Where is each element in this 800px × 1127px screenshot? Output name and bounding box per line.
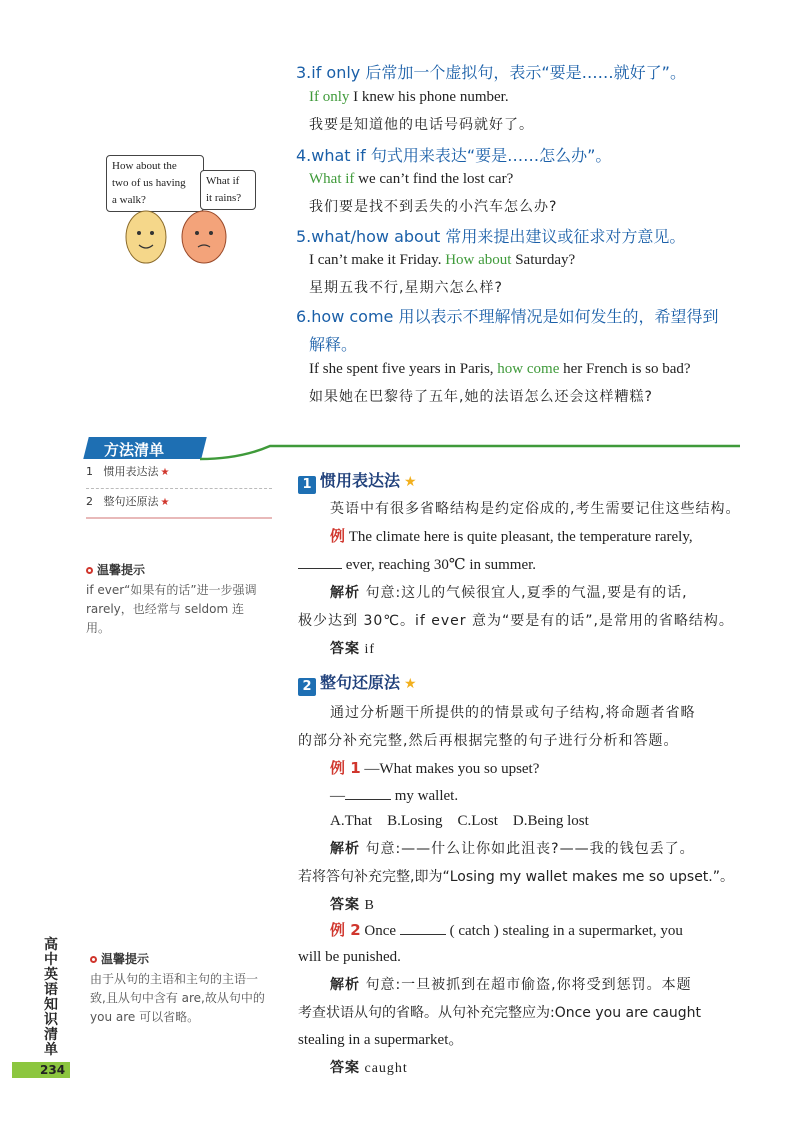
section-2-title	[298, 670, 417, 696]
book-title-vertical: 高中英语知识清单	[44, 937, 58, 1058]
item-3-highlight: If only	[309, 89, 350, 105]
tip-2-body: 由于从句的主语和主句的主语一致,且从句中含有 are,故从句中的 you are 可以省略。	[90, 972, 265, 1024]
item-3-translation: 我要是知道他的电话号码就好了。	[309, 117, 534, 133]
tip-1-title-text: 温馨提示	[97, 563, 146, 577]
example-1-reply	[330, 785, 458, 806]
section-1-example-line2	[298, 554, 536, 575]
example-1-options: A.That B.Losing C.Lost D.Being lost	[330, 813, 589, 829]
analysis-label: 解析	[330, 841, 360, 857]
section-1-example-line1	[330, 526, 693, 547]
method-item-2-label: 整句还原法	[103, 495, 159, 508]
item-6-translation: 如果她在巴黎待了五年,她的法语怎么还会这样糟糕?	[309, 389, 653, 405]
section-1-title	[298, 468, 417, 494]
item-4-heading: 4.what if 句式用来表达“要是……怎么办”。	[296, 146, 612, 165]
answer-label: 答案	[330, 1060, 360, 1076]
section-1-answer-value: if	[360, 642, 376, 657]
example-1-question-text: —What makes you so upset?	[360, 761, 540, 777]
section-1-analysis-line2: 极少达到 30℃。if ever 意为“要是有的话”,是常用的省略结构。	[298, 613, 734, 629]
answer-blank[interactable]	[345, 785, 391, 800]
speech-bubble-right	[200, 170, 256, 210]
item-5-example	[309, 250, 575, 270]
item-5-highlight: How about	[445, 252, 512, 268]
item-3-example-rest: I knew his phone number.	[349, 89, 509, 105]
item-4-example-rest: we can’t find the lost car?	[354, 171, 514, 187]
item-3-heading: 3.if only 后常加一个虚拟句，表示“要是……就好了”。	[296, 63, 686, 82]
item-5-example-rest: Saturday?	[511, 252, 576, 268]
answer-blank[interactable]	[400, 920, 446, 935]
section-2-badge: 2	[298, 678, 316, 696]
item-6-heading-line1: 6.how come 用以表示不理解情况是如何发生的，希望得到	[296, 307, 719, 326]
divider	[86, 517, 272, 519]
item-4-translation: 我们要是找不到丢失的小汽车怎么办?	[309, 199, 558, 215]
section-1-intro: 英语中有很多省略结构是约定俗成的,考生需要记住这些结构。	[330, 501, 741, 517]
example-2-analysis-line1	[330, 974, 692, 994]
example-2-analysis-line2: 考查状语从句的省略。从句补充完整应为:Once you are caught	[298, 1005, 702, 1021]
bubble-left-line1: How about the	[112, 160, 177, 172]
example-1-answer	[330, 894, 375, 914]
item-5-example-pre: I can’t make it Friday.	[309, 252, 446, 268]
example-2-label: 例 2	[330, 921, 361, 939]
example-2-answer	[330, 1057, 408, 1077]
answer-label: 答案	[330, 897, 360, 913]
item-5-heading: 5.what/how about 常用来提出建议或征求对方意见。	[296, 227, 686, 246]
analysis-label: 解析	[330, 585, 360, 601]
example-label: 例	[330, 527, 346, 545]
example-2-analysis-text1: 句意:一旦被抓到在超市偷盗,你将受到惩罚。本题	[360, 977, 692, 993]
analysis-label: 解析	[330, 977, 360, 993]
section-1-badge: 1	[298, 476, 316, 494]
star-icon: ★	[160, 467, 170, 478]
example-2-analysis-line3: stealing in a supermarket。	[298, 1032, 464, 1048]
tip-2-title	[90, 950, 270, 967]
bubble-right-line1: What if	[206, 175, 240, 187]
star-icon: ★	[404, 474, 417, 490]
item-5-translation: 星期五我不行,星期六怎么样?	[309, 280, 503, 296]
tip-1-title	[86, 561, 266, 578]
star-icon: ★	[404, 676, 417, 692]
tip-box-2	[90, 950, 270, 1027]
example-1-label: 例 1	[330, 759, 361, 777]
item-6-example-rest: her French is so bad?	[559, 361, 691, 377]
method-item-1[interactable]	[86, 462, 272, 488]
section-2-title-text: 整句还原法	[320, 673, 401, 692]
example-2-text-pre: Once	[360, 923, 400, 939]
bullet-icon	[90, 956, 97, 963]
answer-label: 答案	[330, 641, 360, 657]
speech-bubble-left	[106, 155, 204, 212]
section-1-example-text2: ever, reaching 30℃ in summer.	[342, 557, 537, 573]
section-1-analysis-text1: 句意:这儿的气候很宜人,夏季的气温,要是有的话,	[360, 585, 688, 601]
item-6-example-pre: If she spent five years in Paris,	[309, 361, 498, 377]
example-2-answer-value: caught	[360, 1061, 408, 1076]
tip-1-body: if ever“如果有的话”进一步强调 rarely，也经常与 seldom 连用。	[86, 583, 257, 635]
example-2-line2: will be punished.	[298, 949, 401, 965]
potato-characters-icon	[112, 205, 252, 265]
section-1-example-text1: The climate here is quite pleasant, the temperature rarely,	[345, 529, 693, 545]
example-1-reply-dash: —	[330, 788, 345, 804]
example-2-text-post: ( catch ) stealing in a supermarket, you	[445, 923, 683, 939]
section-2-intro-line1: 通过分析题干所提供的的情景或句子结构,将命题者省略	[330, 705, 696, 721]
method-list-title: 方法清单	[104, 441, 165, 459]
section-1-analysis-line1	[330, 582, 688, 602]
star-icon: ★	[160, 497, 170, 508]
section-1-title-text: 惯用表达法	[320, 471, 401, 490]
example-1-analysis-line1	[330, 838, 695, 858]
example-1-question	[330, 758, 539, 779]
item-4-highlight: What if	[309, 171, 355, 187]
example-1-analysis-line2: 若将答句补充完整,即为“Losing my wallet makes me so upset.”。	[298, 869, 735, 885]
item-6-heading-line2: 解释。	[309, 335, 358, 354]
bullet-icon	[86, 567, 93, 574]
example-1-reply-text: my wallet.	[391, 788, 459, 804]
example-1-analysis-text1: 句意:——什么让你如此沮丧?——我的钱包丢了。	[360, 841, 695, 857]
section-2-intro-line2: 的部分补充完整,然后再根据完整的句子进行分析和答题。	[298, 733, 679, 749]
method-item-2[interactable]	[86, 489, 272, 515]
tip-box-1	[86, 561, 266, 638]
item-3-example	[309, 87, 509, 107]
bubble-right-line2: it rains?	[206, 192, 242, 204]
method-list	[86, 462, 272, 519]
item-4-example	[309, 169, 513, 189]
item-6-example	[309, 359, 691, 379]
item-6-highlight: how come	[497, 361, 560, 377]
example-2-line1	[330, 920, 683, 941]
method-item-2-number: 2	[86, 495, 93, 508]
header-divider-line	[200, 438, 740, 462]
bubble-left-line2: two of us having	[112, 177, 186, 189]
page-number: 234	[40, 1063, 66, 1077]
section-1-answer	[330, 638, 375, 658]
bubble-left-line3: a walk?	[112, 194, 146, 206]
tip-2-title-text: 温馨提示	[101, 952, 150, 966]
example-1-answer-value: B	[360, 898, 375, 913]
method-item-1-number: 1	[86, 465, 93, 478]
method-item-1-label: 惯用表达法	[103, 465, 159, 478]
answer-blank[interactable]	[298, 554, 342, 569]
